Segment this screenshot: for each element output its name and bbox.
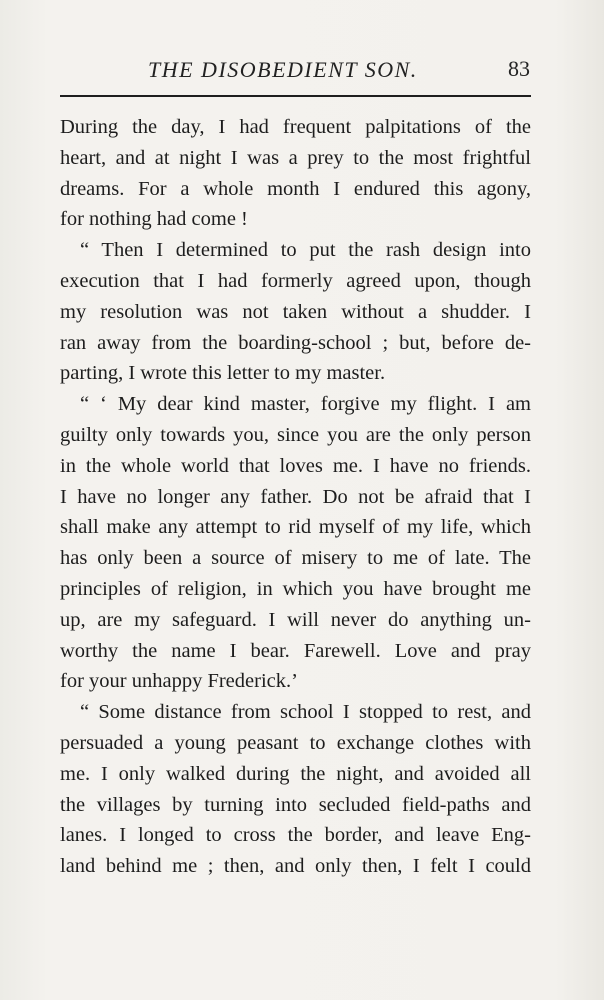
text-line: principles of religion, in which you have brought me <box>60 577 531 600</box>
text-line: has only been a source of misery to me of late. The <box>60 547 531 570</box>
text-line: During the day, I had frequent palpitations of the <box>60 116 531 138</box>
text-line: shall make any attempt to rid myself of my life, which <box>60 516 531 539</box>
page-number: 83 <box>508 56 530 81</box>
text-line: I have no longer any father. Do not be afraid that I <box>60 485 531 508</box>
text-line: my resolution was not taken without a shudder. I <box>60 300 531 323</box>
text-line: the villages by turning into secluded field-paths and <box>60 793 531 816</box>
text-line: execution that I had formerly agreed upon, though <box>60 269 531 292</box>
text-line: in the whole world that loves me. I have no friends. <box>60 454 531 477</box>
running-head <box>60 52 530 88</box>
chapter-title: THE DISOBEDIENT SON. <box>148 57 418 82</box>
text-line: guilty only towards you, since you are the only person <box>60 423 531 446</box>
text-line: me. I only walked during the night, and avoided all <box>60 762 531 785</box>
text-line: ran away from the boarding-school ; but, before de- <box>60 331 531 354</box>
text-line: “ ‘ My dear kind master, forgive my flight. I am <box>80 393 531 416</box>
text-line: up, are my safeguard. I will never do anything un- <box>60 608 531 631</box>
text-line: heart, and at night I was a prey to the most frightful <box>60 146 531 169</box>
text-line: lanes. I longed to cross the border, and leave Eng- <box>60 824 531 847</box>
text-line: dreams. For a whole month I endured this agony, <box>60 177 531 200</box>
text-line: for nothing had come ! <box>60 208 248 231</box>
text-line: “ Some distance from school I stopped to rest, and <box>80 701 531 724</box>
text-line: persuaded a young peasant to exchange clothes with <box>60 731 531 754</box>
text-line: “ Then I determined to put the rash design into <box>80 239 531 262</box>
text-line: worthy the name I bear. Farewell. Love and pray <box>60 639 531 662</box>
body-text <box>60 112 531 882</box>
text-line: for your unhappy Frederick.’ <box>60 670 298 693</box>
text-line: land behind me ; then, and only then, I felt I could <box>60 855 531 878</box>
text-line: parting, I wrote this letter to my master. <box>60 362 386 385</box>
header-rule <box>60 95 531 97</box>
